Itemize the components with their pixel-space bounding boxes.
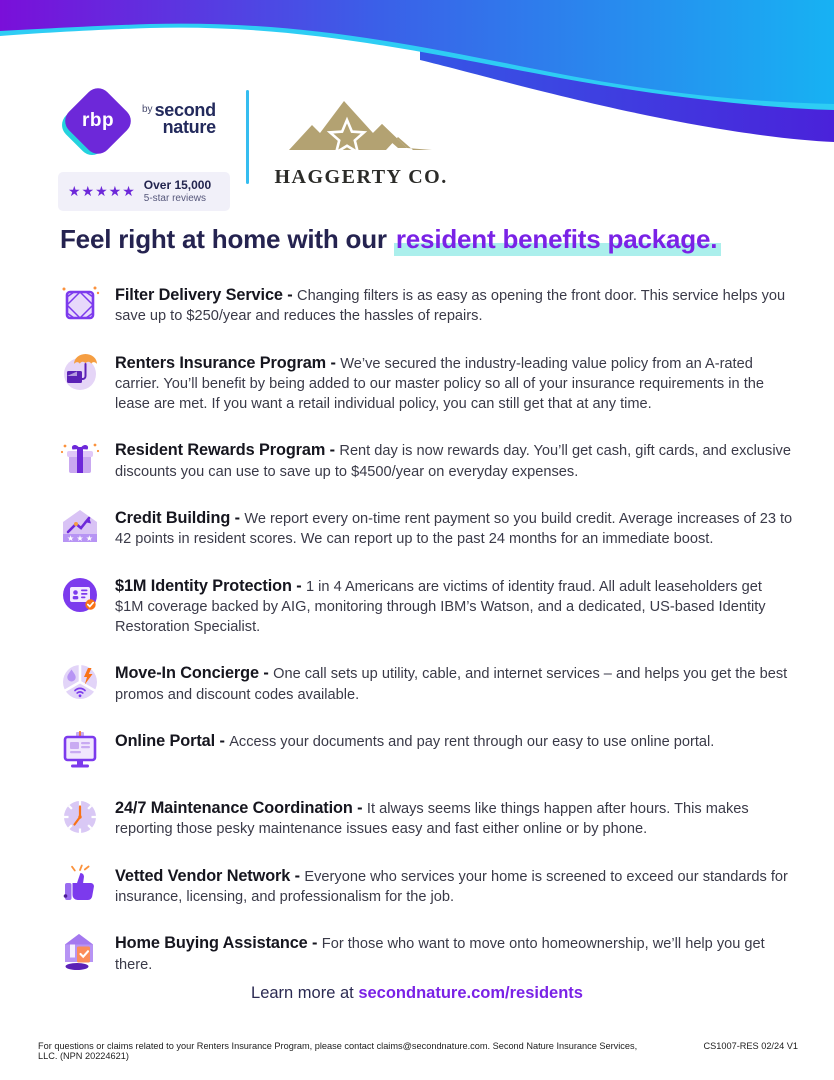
thumbs-up-icon xyxy=(58,863,102,907)
svg-text:★ ★ ★: ★ ★ ★ xyxy=(67,533,93,543)
benefit-title: Resident Rewards Program - xyxy=(115,441,340,460)
page-title xyxy=(60,224,800,255)
benefit-description: It always seems like things happen after hours. This makes reporting those pesky maintenance issues easy and fast either online or by phone. xyxy=(115,800,749,838)
benefit-item xyxy=(58,932,794,975)
benefit-title: Home Buying Assistance - xyxy=(115,934,322,953)
star-rating: ★★★★★ xyxy=(68,183,136,200)
home-check-icon xyxy=(58,930,102,974)
benefit-title: 24/7 Maintenance Coordination - xyxy=(115,798,367,817)
reviews-count: Over 15,000 xyxy=(143,178,212,192)
rbp-logo xyxy=(58,86,134,162)
benefit-description: For those who want to move onto homeownership, we’ll help you get there. xyxy=(115,936,765,973)
rbp-badge xyxy=(60,83,136,159)
benefit-title: Credit Building - xyxy=(115,508,245,527)
benefit-item xyxy=(58,352,794,415)
benefit-description: Access your documents and pay rent through our easy to use online portal. xyxy=(229,733,715,750)
rbp-badge-text: rbp xyxy=(81,109,115,131)
benefit-item xyxy=(58,575,794,638)
benefit-description: We report every on-time rent payment so you build credit. Average increases of 23 to 42 points in resident scores. We can report up to the past 24 months for an immediate boost. xyxy=(115,510,793,548)
brand-line-2: nature xyxy=(162,116,216,137)
air-filter-icon xyxy=(58,282,102,326)
benefit-description: Everyone who services your home is screened to exceed our standards for insurance, licensing, and professionalism for the job. xyxy=(115,868,788,905)
benefit-item xyxy=(58,662,794,705)
benefit-description: 1 in 4 Americans are victims of identity fraud. All adult leaseholders get $1M coverage backed by AIG, monitoring through IBM’s Watson, and a dedicated, US-based Identity Restoration Specialist. xyxy=(115,578,766,636)
learn-more-line xyxy=(0,984,834,1003)
residents-link[interactable]: secondnature.com/residents xyxy=(358,984,583,1002)
benefit-title: Online Portal - xyxy=(115,731,230,750)
benefits-list xyxy=(58,284,794,975)
benefit-description: One call sets up utility, cable, and internet services – and helps you get the best promos and discount codes available. xyxy=(115,666,788,703)
benefit-title: Renters Insurance Program - xyxy=(115,353,341,372)
umbrella-insurance-icon xyxy=(58,350,102,394)
headline-prefix: Feel right at home with our xyxy=(60,224,394,254)
benefit-title: Filter Delivery Service - xyxy=(115,286,298,304)
footer xyxy=(38,1041,798,1061)
brand-line-1: second xyxy=(154,100,216,120)
benefit-title: Vetted Vendor Network - xyxy=(115,866,305,885)
id-card-icon xyxy=(58,573,102,617)
benefit-description: Changing filters is as easy as opening the front door. This service helps you save up to $250/year and reduces the hassles of repairs. xyxy=(115,288,786,325)
mountain-logo-icon xyxy=(285,88,437,164)
byline-by: by xyxy=(142,104,153,115)
partner-logo-block xyxy=(275,88,448,189)
second-nature-wordmark xyxy=(142,102,216,135)
footer-legal-text: For questions or claims related to your Renters Insurance Program, please contact claims@secondnature.com. Second Nature Insurance Services, LLC. (NPN 20224621) xyxy=(38,1041,638,1061)
credit-chart-icon xyxy=(58,505,102,549)
logo-row xyxy=(58,86,448,211)
partner-name: HAGGERTY CO. xyxy=(274,166,448,188)
benefit-title: Move-In Concierge - xyxy=(115,664,274,683)
benefit-item xyxy=(58,439,794,482)
logo-divider xyxy=(246,90,249,184)
reviews-badge xyxy=(58,172,230,211)
benefit-description: We’ve secured the industry-leading value policy from an A-rated carrier. You’ll benefit by being added to our master policy so all of your insurance requirements in the lease are met. If you want a retail individual policy, you can still get that at any time. xyxy=(115,355,764,413)
benefit-item xyxy=(58,730,794,772)
clock-icon xyxy=(58,795,102,839)
benefit-item xyxy=(58,797,794,840)
reviews-label: 5-star reviews xyxy=(143,192,207,204)
benefit-title: $1M Identity Protection - xyxy=(115,576,306,595)
headline-highlight: resident benefits package. xyxy=(394,224,721,256)
benefit-description: Rent day is now rewards day. You’ll get cash, gift cards, and exclusive discounts you can use to save up to $4500/year on everyday expenses. xyxy=(115,443,791,480)
benefit-item xyxy=(58,507,794,550)
benefit-item xyxy=(58,865,794,908)
online-portal-monitor-icon xyxy=(58,728,102,772)
benefit-item xyxy=(58,284,794,327)
footer-doc-code: CS1007-RES 02/24 V1 xyxy=(703,1041,798,1051)
learn-more-prefix: Learn more at xyxy=(251,984,359,1002)
utilities-concierge-icon xyxy=(58,660,102,704)
gift-icon xyxy=(58,437,102,481)
rbp-logo-block xyxy=(58,86,226,211)
